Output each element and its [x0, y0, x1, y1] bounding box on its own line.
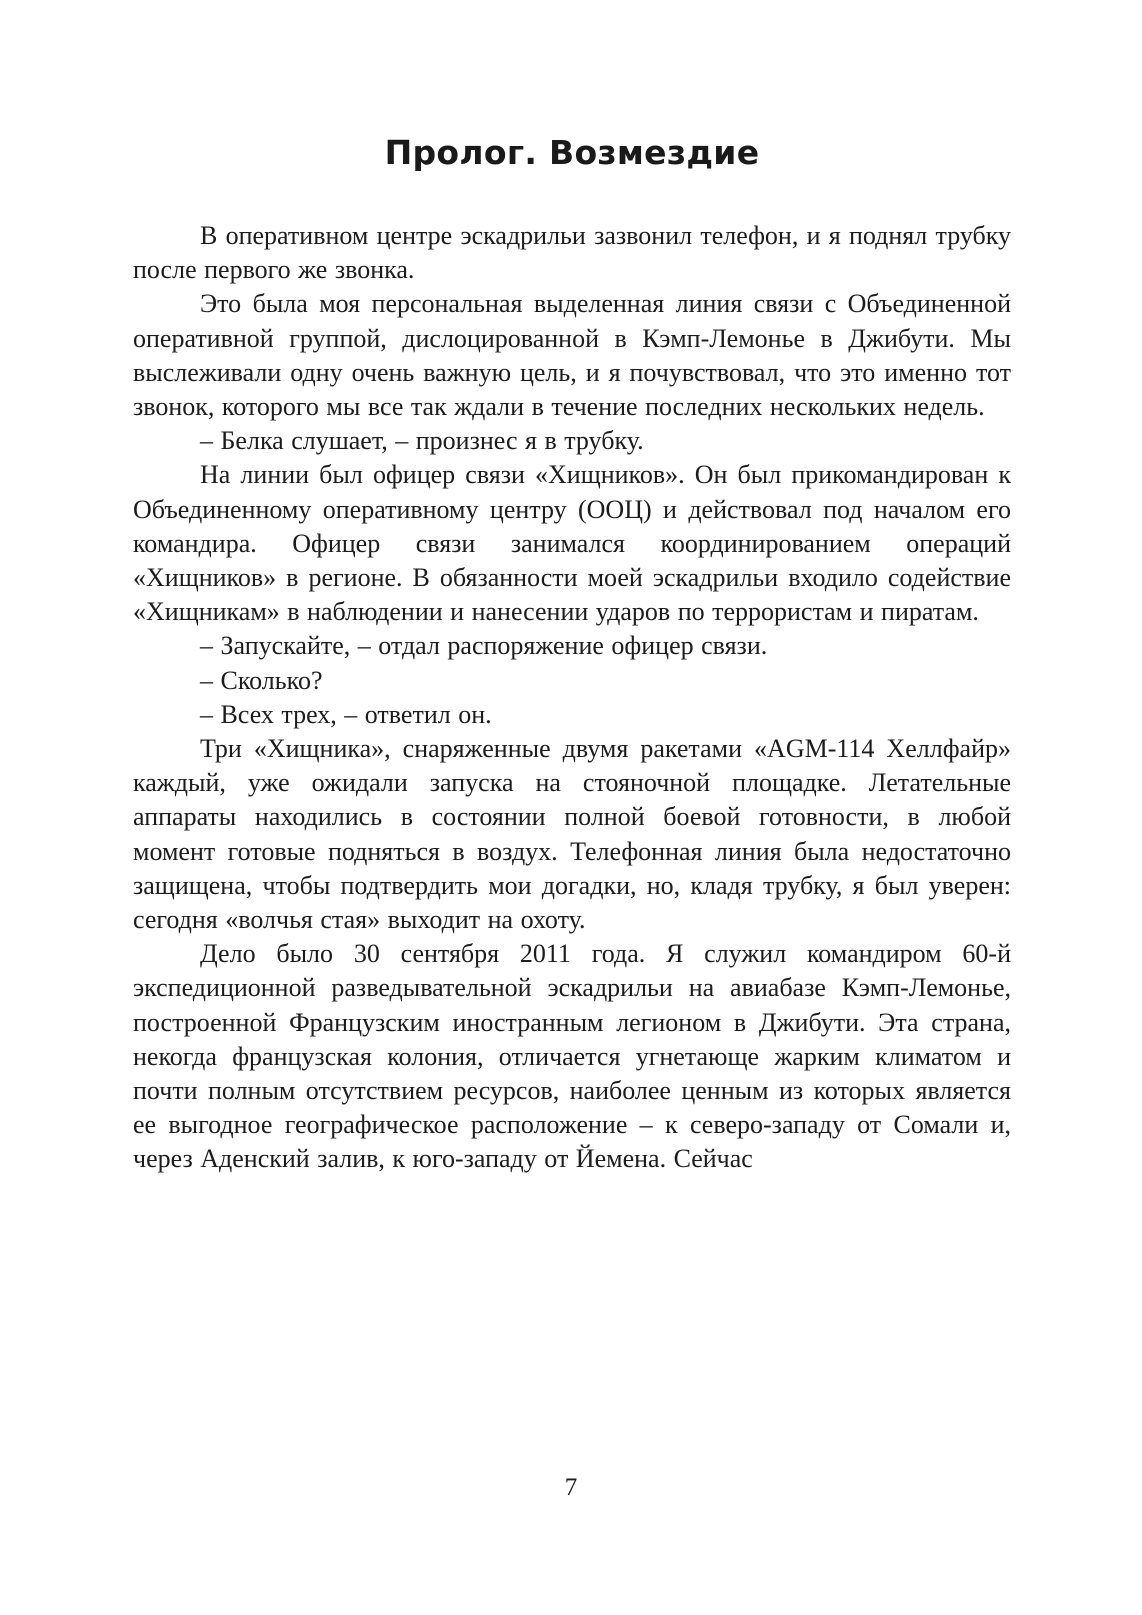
- text-block: [133, 133, 1011, 1177]
- paragraph: Это была моя персональная выделенная линия связи с Объединенной оперативной группой, дислоцированной в Кэмп-Лемонье в Джибути. Мы выслеживали одну очень важную цель, и я почувствовал, что это именно тот звонок, которого мы все так ждали в течение последних нескольких недель.: [133, 289, 1011, 422]
- dialogue-line: – Всех трех, – ответил он.: [200, 699, 492, 729]
- chapter-title: Пролог. Возмездие: [384, 133, 760, 172]
- dialogue-line: – Белка слушает, – произнес я в трубку.: [200, 426, 644, 456]
- dialogue-line: – Запускайте, – отдал распоряжение офицер связи.: [200, 631, 768, 661]
- paragraph: Три «Хищника», снаряженные двумя ракетами «AGM-114 Хеллфайр» каждый, уже ожидали запуска на стояночной площадке. Летательные аппараты находились в состоянии полной боевой готовности, в любой момент готовые подняться в воздух. Телефонная линия была недостаточно защищена, чтобы подтвердить мои догадки, но, кладя трубку, я был уверен: сегодня «волчья стая» выходит на охоту.: [133, 734, 1011, 935]
- page-number: 7: [564, 1474, 578, 1501]
- dialogue-line: – Сколько?: [200, 665, 323, 695]
- paragraph: Дело было 30 сентября 2011 года. Я служил командиром 60-й экспедиционной разведывательной эскадрильи на авиабазе Кэмп-Лемонье, построенной Французским иностранным легионом в Джибути. Эта страна, некогда французская колония, отличается угнетающе жарким климатом и почти полным отсутствием ресурсов, наиболее ценным из которых является ее выгодное географическое расположение – к северо-западу от Сомали и, через Аденский залив, к юго-западу от Йемена. Сейчас: [133, 939, 1011, 1174]
- paragraph: В оперативном центре эскадрильи зазвонил телефон, и я поднял трубку после первого же звонка.: [133, 221, 1011, 285]
- paragraph: На линии был офицер связи «Хищников». Он был прикомандирован к Объединенному оперативному центру (ООЦ) и действовал под началом его командира. Офицер связи занимался координированием операций «Хищников» в регионе. В обязанности моей эскадрильи входило содействие «Хищникам» в наблюдении и нанесении ударов по террористам и пиратам.: [133, 460, 1011, 627]
